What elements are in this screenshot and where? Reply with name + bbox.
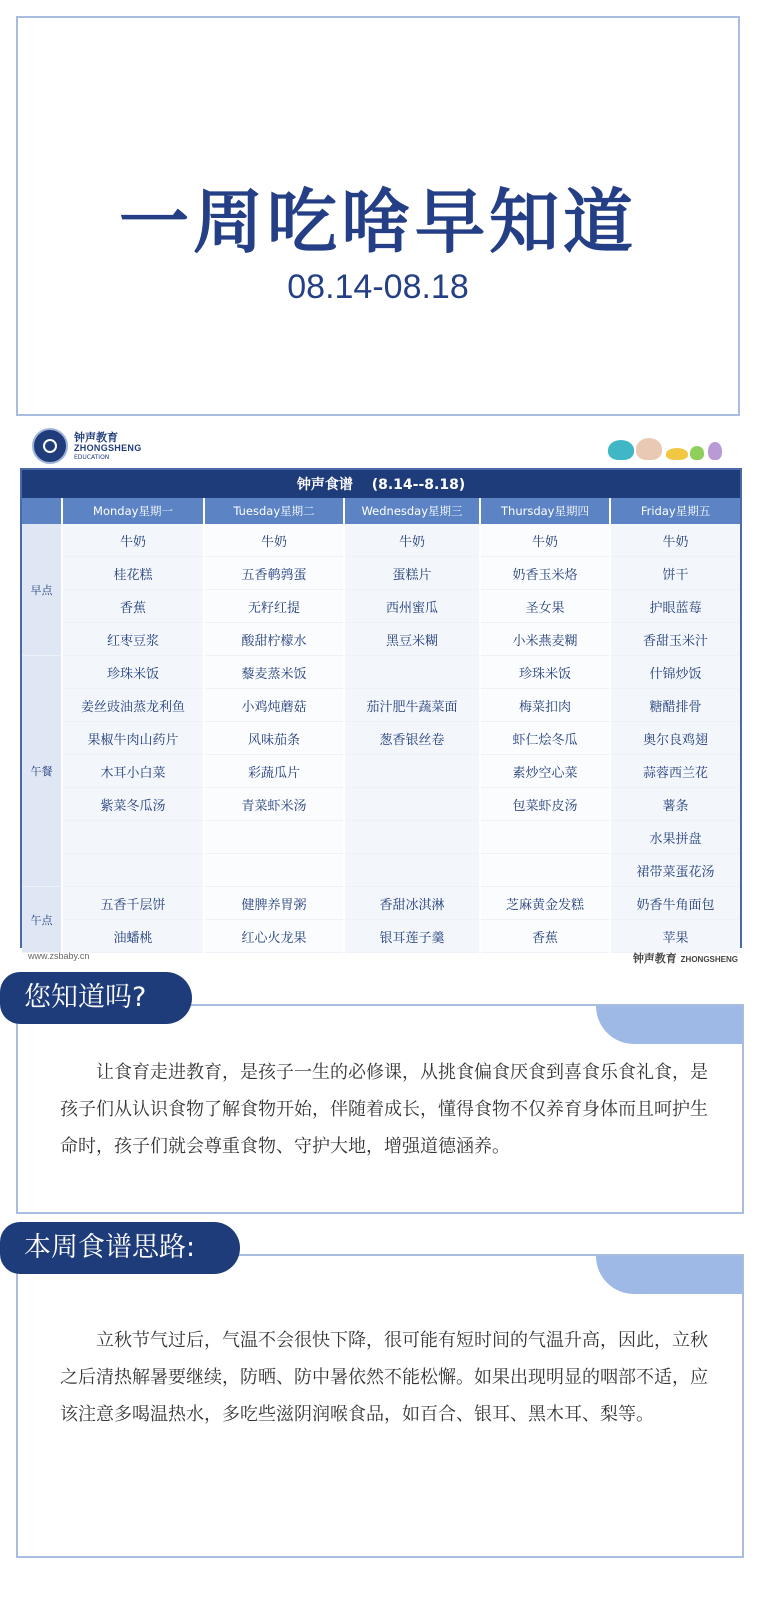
menu-cell [62,821,204,854]
day-header: Tuesday星期二 [204,498,344,524]
brand-footer-cn: 钟声教育 [632,952,677,965]
brand-footer-en: ZHONGSHENG [680,955,738,964]
card-corner-decoration [596,1254,744,1294]
menu-cell: 水果拼盘 [610,821,740,854]
menu-cell: 小米燕麦糊 [480,623,610,656]
menu-cell [62,854,204,887]
menu-cell: 虾仁烩冬瓜 [480,722,610,755]
school-logo-icon [32,428,68,464]
menu-cell: 牛奶 [480,524,610,557]
menu-cell: 红心火龙果 [204,920,344,953]
menu-cell: 珍珠米饭 [480,656,610,689]
menu-cell: 油蟠桃 [62,920,204,953]
menu-cell [204,854,344,887]
card-corner-decoration [596,1004,744,1044]
menu-cell: 牛奶 [204,524,344,557]
menu-cell: 素炒空心菜 [480,755,610,788]
menu-cell: 酸甜柠檬水 [204,623,344,656]
menu-cell: 香甜玉米汁 [610,623,740,656]
brand-name-en-sub: EDUCATION [74,454,110,461]
menu-cell: 西州蜜瓜 [344,590,480,623]
menu-cell [344,755,480,788]
brand-footer [633,950,738,966]
menu-cell: 珍珠米饭 [62,656,204,689]
menu-cell: 小鸡炖蘑菇 [204,689,344,722]
day-header: Wednesday星期三 [344,498,480,524]
did-you-know-card [16,1004,744,1214]
menu-table-title: 钟声食谱 (8.14--8.18) [22,470,740,498]
menu-cell: 桂花糕 [62,557,204,590]
title-card [16,16,740,416]
did-you-know-label: 您知道吗? [0,972,192,1024]
menu-cell: 牛奶 [62,524,204,557]
menu-cell: 奥尔良鸡翅 [610,722,740,755]
menu-cell: 藜麦蒸米饭 [204,656,344,689]
menu-cell: 紫菜冬瓜汤 [62,788,204,821]
menu-cell [480,821,610,854]
menu-cell [344,788,480,821]
menu-cell [480,854,610,887]
menu-corner-cell [22,498,62,524]
menu-cell: 黑豆米糊 [344,623,480,656]
menu-cell: 什锦炒饭 [610,656,740,689]
meal-label: 午点 [22,887,62,953]
menu-cell: 糖醋排骨 [610,689,740,722]
menu-cell: 木耳小白菜 [62,755,204,788]
menu-cell: 薯条 [610,788,740,821]
animals-decoration-icon [608,432,728,460]
menu-cell: 梅菜扣肉 [480,689,610,722]
website-url: www.zsbaby.cn [28,951,90,961]
menu-cell: 茄汁肥牛蔬菜面 [344,689,480,722]
menu-cell: 风味茄条 [204,722,344,755]
menu-cell: 饼干 [610,557,740,590]
page-title: 一周吃啥早知道 [119,181,637,263]
menu-cell: 健脾养胃粥 [204,887,344,920]
menu-cell: 无籽红提 [204,590,344,623]
brand-name-en: ZHONGSHENG [74,443,142,453]
menu-cell [344,821,480,854]
menu-cell [344,854,480,887]
menu-idea-card [16,1254,744,1558]
menu-cell: 圣女果 [480,590,610,623]
menu-cell: 奶香牛角面包 [610,887,740,920]
menu-cell [344,656,480,689]
menu-cell: 裙带菜蛋花汤 [610,854,740,887]
menu-cell: 蛋糕片 [344,557,480,590]
menu-cell: 苹果 [610,920,740,953]
menu-cell: 红枣豆浆 [62,623,204,656]
menu-idea-text: 立秋节气过后，气温不会很快下降，很可能有短时间的气温升高，因此，立秋之后清热解暑要继续，防晒、防中暑依然不能松懈。如果出现明显的咽部不适，应该注意多喝温热水，多吃些滋阴润喉食品，如百合、银耳、黑木耳、梨等。 [60,1330,708,1425]
day-header: Thursday星期四 [480,498,610,524]
menu-cell: 姜丝豉油蒸龙利鱼 [62,689,204,722]
brand-row [16,420,748,468]
menu-cell: 葱香银丝卷 [344,722,480,755]
menu-cell [204,821,344,854]
menu-cell: 包菜虾皮汤 [480,788,610,821]
menu-cell: 果椒牛肉山药片 [62,722,204,755]
brand-name-cn: 钟声教育 [74,431,118,444]
weekly-menu [16,420,748,972]
menu-cell: 护眼蓝莓 [610,590,740,623]
menu-idea-label: 本周食谱思路: [0,1222,240,1274]
menu-cell: 银耳莲子羹 [344,920,480,953]
meal-label: 早点 [22,524,62,656]
date-range: 08.14-08.18 [287,268,469,306]
menu-cell: 香蕉 [480,920,610,953]
menu-cell: 香蕉 [62,590,204,623]
menu-cell: 蒜蓉西兰花 [610,755,740,788]
menu-cell: 牛奶 [610,524,740,557]
menu-cell: 芝麻黄金发糕 [480,887,610,920]
menu-cell: 青菜虾米汤 [204,788,344,821]
day-header: Monday星期一 [62,498,204,524]
day-header: Friday星期五 [610,498,740,524]
menu-cell: 五香鹌鹑蛋 [204,557,344,590]
menu-cell: 牛奶 [344,524,480,557]
menu-cell: 香甜冰淇淋 [344,887,480,920]
menu-cell: 五香千层饼 [62,887,204,920]
menu-cell: 奶香玉米烙 [480,557,610,590]
did-you-know-text: 让食育走进教育，是孩子一生的必修课，从挑食偏食厌食到喜食乐食礼食，是孩子们从认识食物了解食物开始，伴随着成长，懂得食物不仅养育身体而且呵护生命时，孩子们就会尊重食物、守护大地，增强道德涵养。 [60,1062,708,1157]
menu-cell: 彩蔬瓜片 [204,755,344,788]
menu-table [20,468,742,948]
meal-label: 午餐 [22,656,62,887]
